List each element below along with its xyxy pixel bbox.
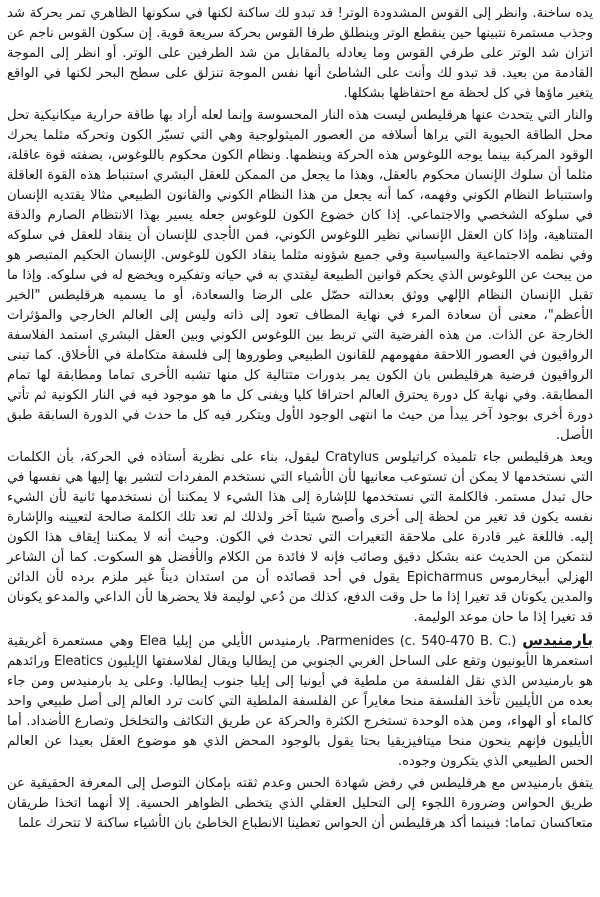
paragraph-parmenides: [7, 630, 593, 772]
paragraph-bow-and-wave: يده ساخنة. وانظر إلى القوس المشدودة الوتر! قد تبدو لك ساكنة لكنها في سكونها الظاهري تمر بحركة شد وجذب مستمرة نتبينها حين ينقطع الوتر وينطلق طرفا القوس بحركة سريعة قوية. إن سكون القوس ناجم عن اتزان شد الوتر على طرفي القوس وما يعادله بالمقابل من شد الطرفين على الوتر. أو انظر إلى الموجة القادمة من بعيد. قد تبدو لك وأنت على الشاطئ أنها نفس الموجة تنزلق على سطح البحر لكنها في الواقع يتغير ماؤها في كل لحظة مع احتفاظها بشكلها.: [7, 6, 593, 101]
paragraph-fire-and-logos: والنار التي يتحدث عنها هرقليطس ليست هذه النار المحسوسة وإنما لعله أراد بها طاقة حرارية ميكانيكية تحل محل الطاقة الحيوية التي يراها أسلافه من العصور الميثولوجية وهي التي تسيّر الكون وتحركه مثلما يحرك الوقود المركبة بينما يوجه اللوغوس هذه الحركة وينظمها. ونظام الكون محكوم باللوغوس، بصفته قوة عاقلة، مثلما أن سلوك الإنسان محكوم بالعقل، وهذا ما يجعل من الممكن للعقل البشري استنباط هذه القوة العاقلة واستنباط النظام الكوني وفهمه، كما أنه يجعل من هذا النظام الكوني والقانون الطبيعي مثالا يقتديه الإنسان في سلوكه الشخصي والاجتماعي. إذا كان خضوع الكون للوغوس جعله يسير بهذا الانتظام الصارم والدقة المتناهية، وإذا كان العقل الإنساني نظير اللوغوس الكوني، فمن الأجدى للإنسان أن ينقاد للعقل في سلوكه وفي نظمه الاجتماعية والسياسية وفي جميع شؤونه مثلما ينقاد الكون للوغوس. الإنسان الحكيم المتبصر هو من يبحث عن اللوغوس الذي يحكم قوانين الطبيعة ليقتدي به في حياته وتفكيره ويخضع له في سلوكه. وإذا ما تقبل الإنسان النظام الإلهي ووثق بعدالته حصّل على الرضا والسعادة، أو ما يسميه هرقليطس "الخير الأعظم"، معنى أن سعادة المرء في نهاية المطاف تعود إلى ذاته وليس إلى العالم الخارجي والمؤثرات الخارجة عن الذات. من هذه الفرضية التي تربط بين اللوغوس الكوني وبين العقل البشري استمد الفلاسفة الرواقيون في العصور اللاحقة مفهومهم للقانون الطبيعي وطوروها إلى فلسفة متكاملة في الأخلاق. كما تبنى الرواقيون فرضية هرقليطس بان الكون يمر بدورات متتالية كل منها تشبه الأخرى تماما ومطابقة لها تمام المطابقة. وفي نهاية كل دورة يحترق العالم احتراقا كليا ويفنى كل ما هو موجود فيه في النار الكونية ثم تأتي دورة أخرى بوجود آخر يبدأ من حيث ما انتهى الوجود الأول ويتكرر فيه كل ما حدث في الدورة السابقة طبق الأصل.: [7, 108, 593, 443]
paragraph-parmenides-heraclitus: يتفق بارمنيدس مع هرقليطس في رفض شهادة الحس وعدم ثقته بإمكان التوصل إلى المعرفة الحقيقية عن طريق الحواس وضرورة اللجوء إلى التحليل العقلي الذي يتخطى الظواهر الحسية. إلا أنهما اتخذا طريقان متعاكسان تماما: فبينما أكد هرقليطس أن الحواس تعطينا الانطباع الخاطئ بان الأشياء ساكنة لا تتحرك علما: [7, 776, 593, 831]
paragraph-parmenides-text: Parmenides (c. 540-470 B. C.). بارمنيدس الأيلي من إيليا Elea وهي مستعمرة أغريقية استعمرها الأيونيون وتقع على الساحل الغربي الجنوبي من إيطاليا ويقال لفلاسفتها الإيليون Eleatics ورائدهم هو بارمنيدس الذي نقل الفلسفة من ملطية في أيونيا إلى إيليا جنوب إيطاليا. وعلى يد بارمنيدس ومن جاء بعده من الأيليين تأخذ الفلسفة منحا مغايراً عن الفلسفة الملطية التي كانت ترد العالم إلى أصل طبيعي واحد كالماء أو الهواء، ومن هذه الوحدة تستخرج الكثرة والحركة عن طريق التكاثف والتخلخل وتصارع الأضداد. أما الأيليون فإنهم ينحون منحا ميتافيزيقيا بحتا يقول بالوجود المحض الذي هو موضوع العقل بعيدا عن العالم الحس الطبيعي الذي يتكرون وجوده.: [7, 634, 593, 769]
section-heading-parmenides: بارمنيدس: [522, 631, 593, 649]
paragraph-cratylus: ويعد هرقليطس جاء تلميذه كراتيلوس Cratylus ليقول، بناء على نظرية أستاذه في الحركة، بأن الكلمات التي نستخدمها لا يمكن أن تستوعب معانيها لأن الأشياء التي نستخدم المفردات لتشير بها إليها هي نفسها في حال تبدل مستمر. فالكلمة التي نستخدمها للإشارة إلى هذا الشيء لا يمكننا أن نستخدمها ثانية لأن الشيء نفسه يكون قد تغير من لحظة إلى أخرى وأصبح شيئا آخر ولذلك لم تعد تلك الكلمة صالحة لتعيينه والإشارة إليه. فاللغة غير قادرة على ملاحقة التغيرات التي تحدث في الكون. وحيث أنه لا يمكننا إيقاف هذا الكون لنتمكن من الحديث عنه بشكل دقيق وصائب فإنه لا فائدة من الكلام والأفضل هو السكوت. كما أن الشاعر الهزلي أبيخارموس Epicharmus يقول في أحد قصائده أن من استدان ديناً غير ملزم برده لأن الدائن والمدين يكونان قد تغيرا إذا ما حل وقت الدفع، كذلك من دُعي لوليمة فلا يحضرها لأن الداعي والمدعو يكونان قد تغيرا إذا ما حان موعد الوليمة.: [7, 450, 594, 625]
